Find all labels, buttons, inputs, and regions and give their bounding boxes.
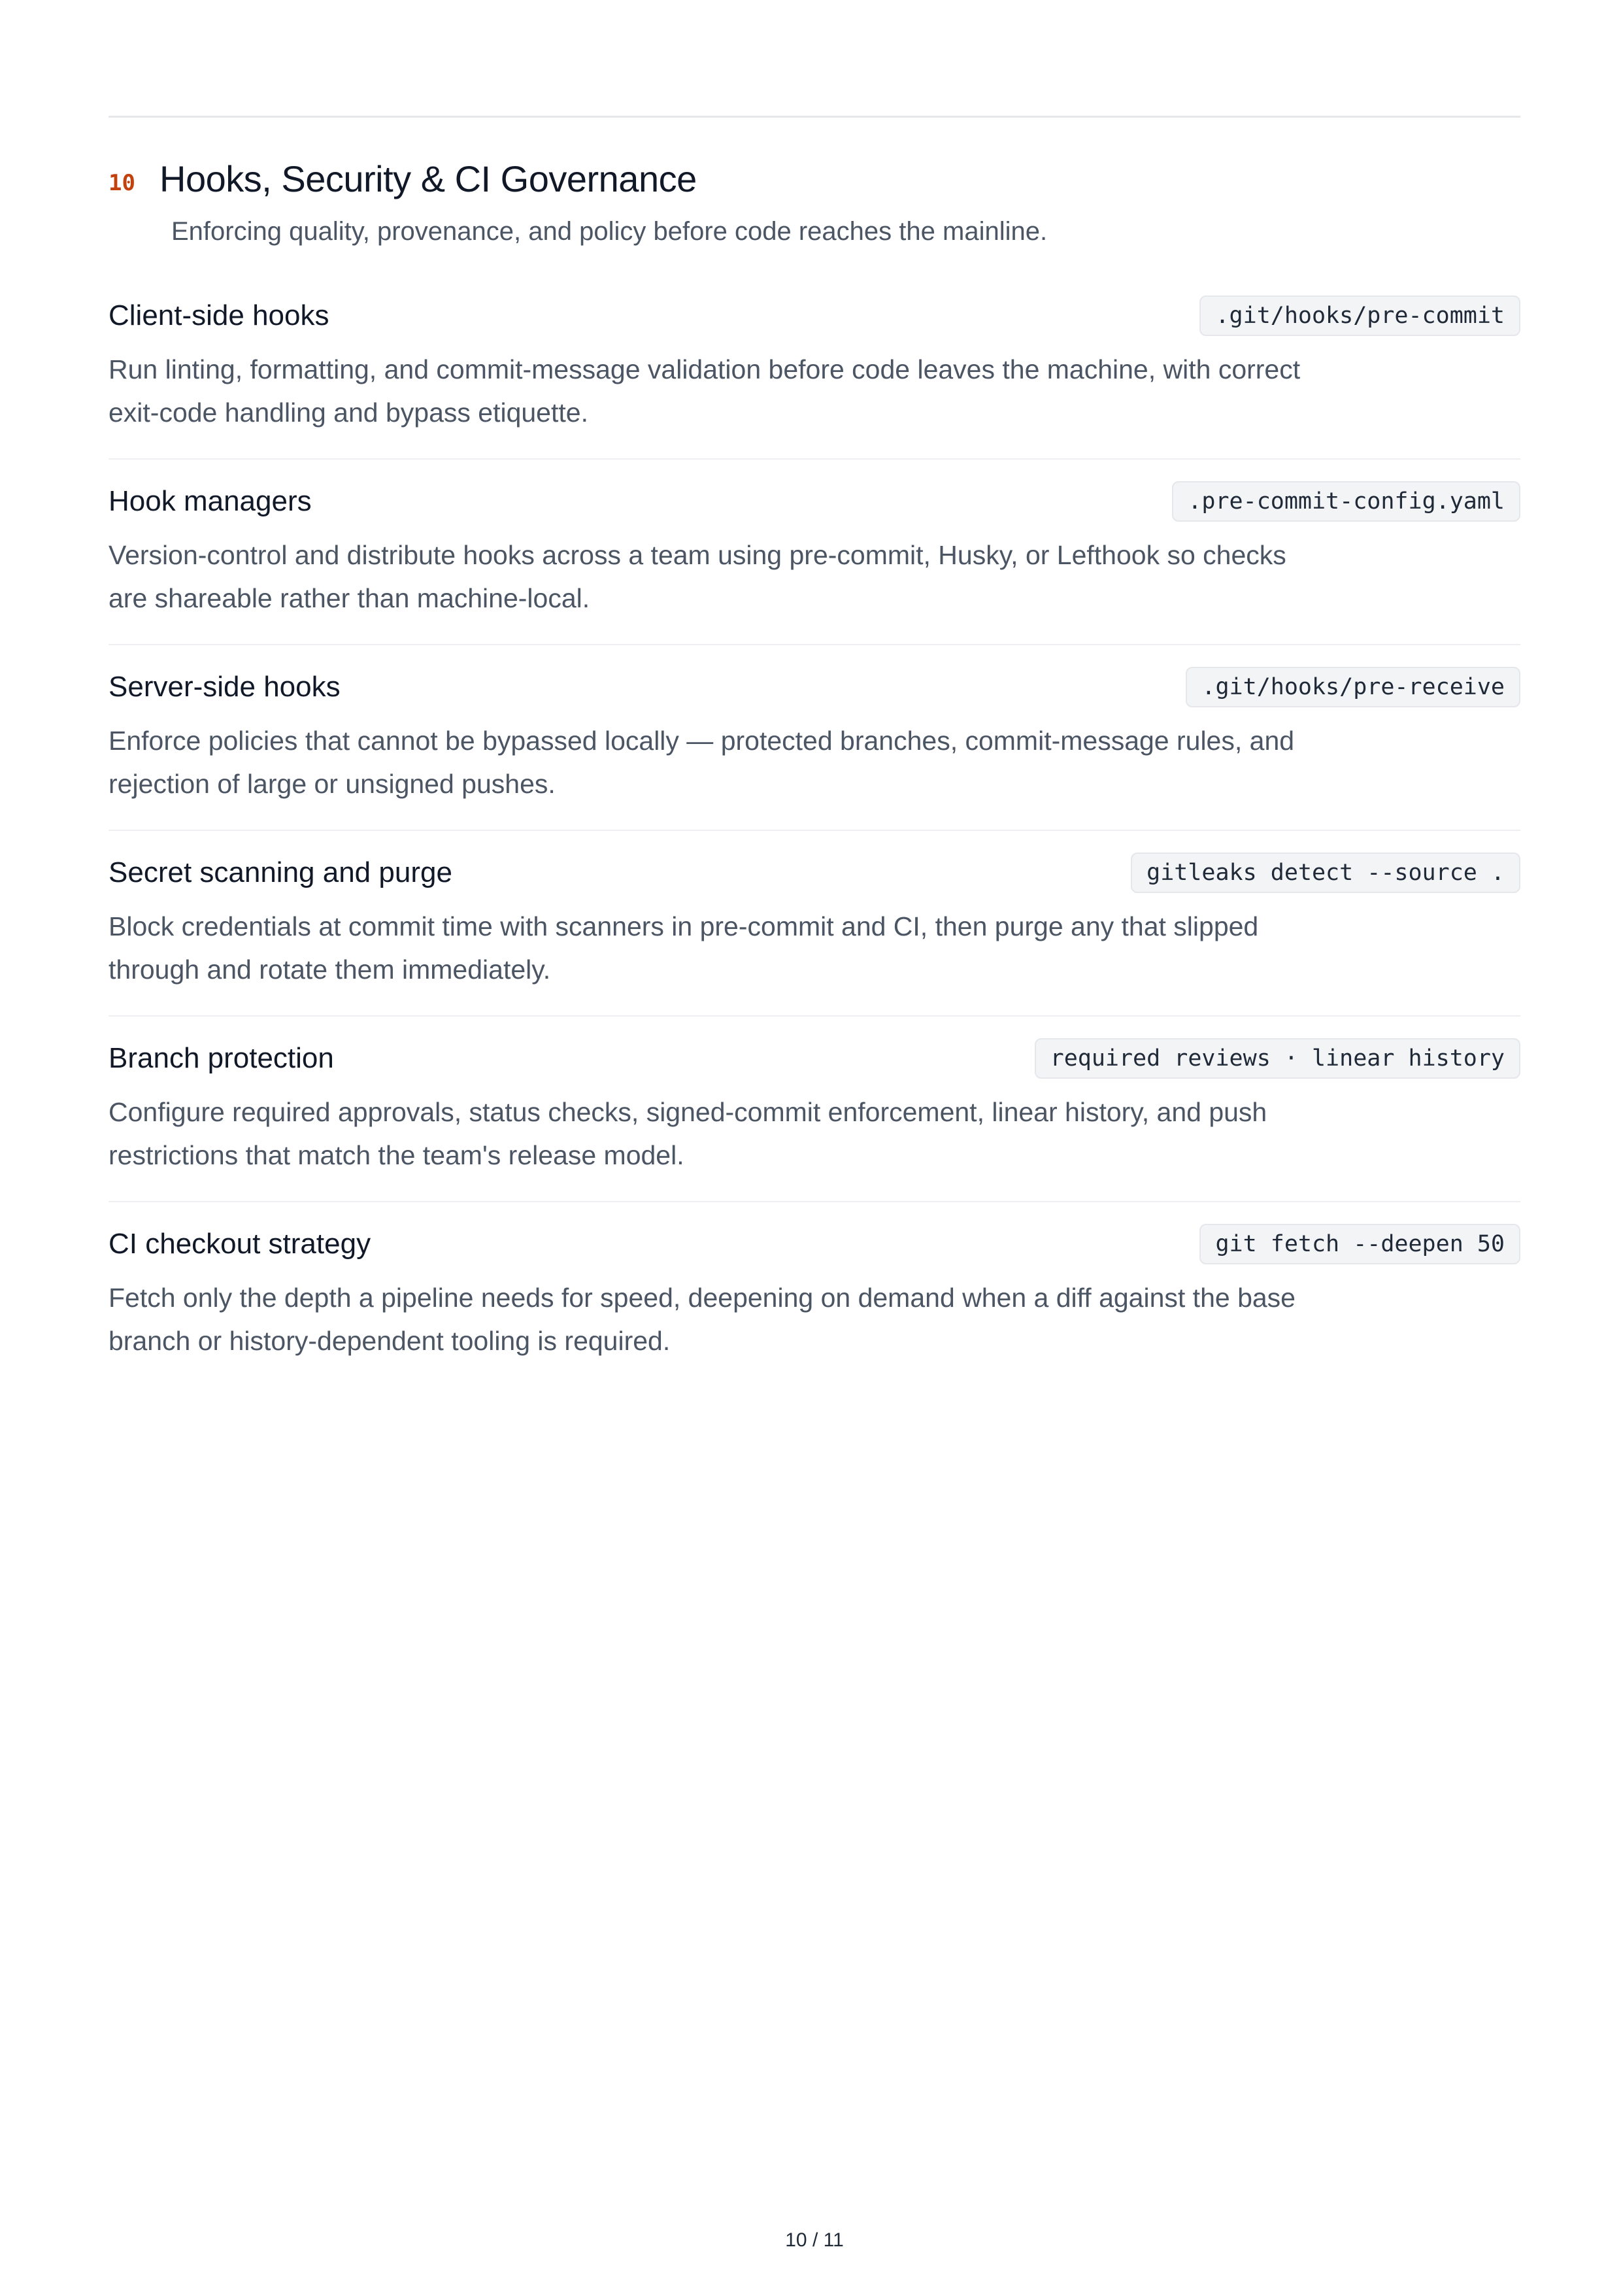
code-snippet: .git/hooks/pre-commit [1199, 295, 1520, 336]
item-title: Secret scanning and purge [109, 856, 452, 888]
code-snippet: git fetch --deepen 50 [1199, 1224, 1520, 1264]
item-divider [109, 1201, 1520, 1202]
section-header [109, 153, 1520, 205]
section-number: 10 [109, 170, 135, 196]
top-divider [109, 116, 1520, 118]
item-title: Server-side hooks [109, 671, 341, 703]
item-divider [109, 644, 1520, 645]
document-page [109, 0, 1520, 2296]
item-divider [109, 830, 1520, 831]
item-branch-protection [109, 1038, 1520, 1226]
item-title: Branch protection [109, 1042, 334, 1074]
section-title: Hooks, Security & CI Governance [159, 158, 697, 199]
item-secret-scanning [109, 853, 1520, 1041]
code-snippet: .pre-commit-config.yaml [1172, 481, 1520, 522]
item-description: Configure required approvals, status checks, signed-commit enforcement, linear history, and push restrictions that match the team's release model. [109, 1097, 1267, 1170]
item-client-side-hooks [109, 295, 1520, 484]
item-description: Fetch only the depth a pipeline needs for speed, deepening on demand when a diff against the base branch or history-dependent tooling is required. [109, 1283, 1296, 1356]
page-number: 10 / 11 [785, 2229, 844, 2251]
section-subtitle: Enforcing quality, provenance, and policy before code reaches the mainline. [171, 217, 1048, 246]
item-ci-checkout-strategy [109, 1224, 1520, 1412]
item-hook-managers [109, 481, 1520, 669]
item-divider [109, 1015, 1520, 1017]
item-server-side-hooks [109, 667, 1520, 855]
code-snippet: required reviews · linear history [1035, 1038, 1520, 1079]
item-description: Run linting, formatting, and commit-message validation before code leaves the machine, with correct exit-code handling and bypass etiquette. [109, 354, 1301, 428]
item-title: CI checkout strategy [109, 1228, 371, 1260]
item-divider [109, 458, 1520, 460]
item-description: Block credentials at commit time with scanners in pre-commit and CI, then purge any that slipped through and rotate them immediately. [109, 911, 1259, 985]
code-snippet: .git/hooks/pre-receive [1186, 667, 1520, 707]
item-title: Hook managers [109, 485, 312, 517]
code-snippet: gitleaks detect --source . [1131, 853, 1520, 893]
item-description: Enforce policies that cannot be bypassed locally — protected branches, commit-message rules, and rejection of large or unsigned pushes. [109, 726, 1295, 799]
item-title: Client-side hooks [109, 299, 329, 331]
item-description: Version-control and distribute hooks across a team using pre-commit, Husky, or Lefthook so checks are shareable rather than machine-local. [109, 540, 1286, 613]
